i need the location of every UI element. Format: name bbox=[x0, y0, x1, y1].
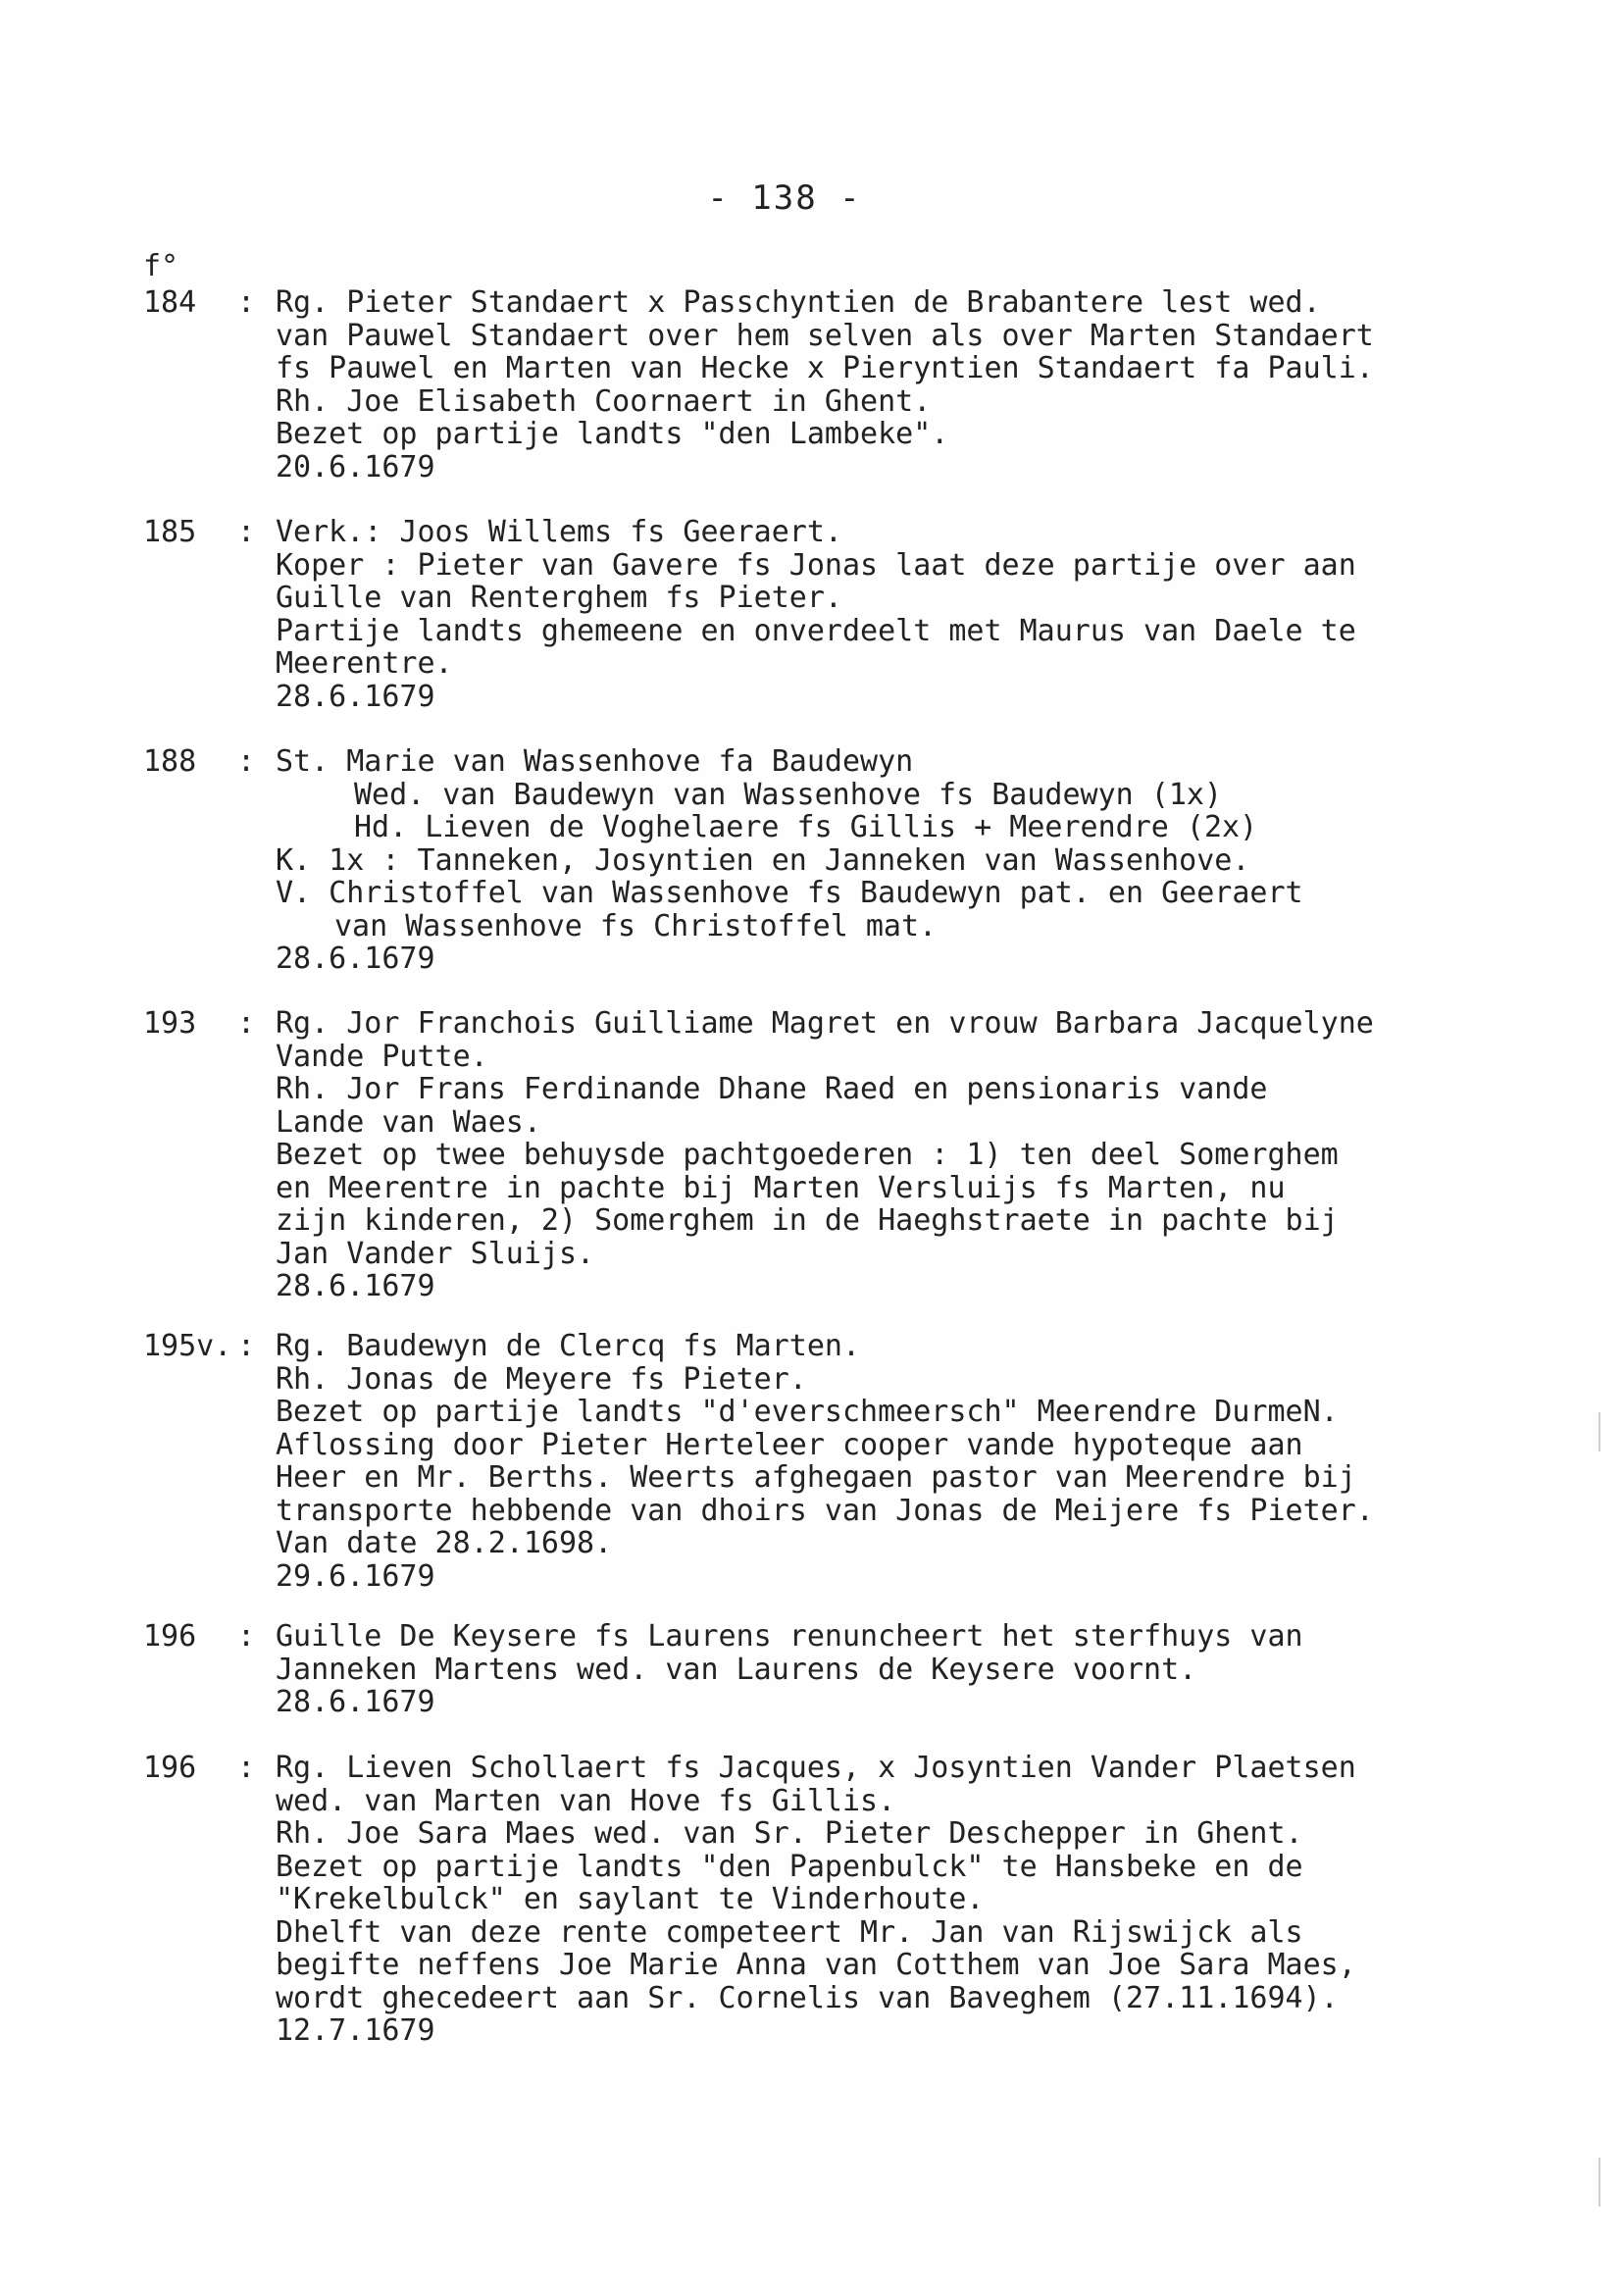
entry-line: Meerentre. bbox=[276, 646, 453, 681]
entry-line: begifte neffens Joe Marie Anna van Cotthem van Joe Sara Maes, bbox=[276, 1948, 1356, 1982]
entry-date: 28.6.1679 bbox=[276, 1269, 435, 1303]
folio-number: 185 bbox=[143, 515, 197, 549]
entry-line: Partije landts ghemeene en onverdeelt met Maurus van Daele te bbox=[276, 613, 1356, 648]
entry-date: 28.6.1679 bbox=[276, 679, 435, 714]
folio-separator: : bbox=[237, 1329, 256, 1363]
entry-line: Rg. Baudewyn de Clercq fs Marten. bbox=[276, 1329, 861, 1363]
entry-line: Rh. Jor Frans Ferdinande Dhane Raed en pensionaris vande bbox=[276, 1072, 1268, 1106]
entry-line: Heer en Mr. Berths. Weerts afghegaen pastor van Meerendre bij bbox=[276, 1460, 1356, 1495]
entry-line: Lande van Waes. bbox=[276, 1104, 541, 1140]
folio-separator: : bbox=[237, 1619, 256, 1654]
entry-line: Wed. van Baudewyn van Wassenhove fs Baudewyn (1x) bbox=[354, 777, 1223, 812]
entry-line: Bezet op partije landts "den Papenbulck" te Hansbeke en de bbox=[276, 1849, 1303, 1884]
folio-separator: : bbox=[237, 1751, 256, 1785]
entry-text bbox=[276, 1752, 1521, 2048]
entry-line: Hd. Lieven de Voghelaere fs Gillis + Meerendre (2x) bbox=[354, 810, 1258, 844]
entry-line: Dhelft van deze rente competeert Mr. Jan van Rijswijck als bbox=[276, 1914, 1303, 1950]
entry-line: fs Pauwel en Marten van Hecke x Pieryntien Standaert fa Pauli. bbox=[276, 351, 1374, 385]
folio-number: 188 bbox=[143, 744, 197, 779]
entry-line: Bezet op partije landts "den Lambeke". bbox=[276, 417, 949, 451]
entry-line: Bezet op twee behuysde pachtgoederen : 1) ten deel Somerghem bbox=[276, 1138, 1339, 1172]
entry-line: Rh. Joe Elisabeth Coornaert in Ghent. bbox=[276, 383, 932, 419]
entry-line: Guille De Keysere fs Laurens renuncheert het sterfhuys van bbox=[276, 1619, 1303, 1654]
folio-number: 193 bbox=[143, 1006, 197, 1041]
entry-date: 28.6.1679 bbox=[276, 942, 435, 976]
folio-number: 195v. bbox=[143, 1329, 232, 1363]
folio-number: 184 bbox=[143, 285, 197, 320]
entry-line: van Pauwel Standaert over hem selven als over Marten Standaert bbox=[276, 318, 1374, 353]
folio-column-label: f° bbox=[143, 249, 179, 283]
entry-text bbox=[276, 745, 1521, 976]
entry-text bbox=[276, 1330, 1521, 1593]
entry-date: 28.6.1679 bbox=[276, 1685, 435, 1719]
entry-text bbox=[276, 516, 1521, 713]
folio-separator: : bbox=[237, 744, 256, 779]
entry-text bbox=[276, 1620, 1521, 1719]
entry-date: 20.6.1679 bbox=[276, 449, 435, 484]
folio-number: 196 bbox=[143, 1619, 197, 1654]
entry-line: Aflossing door Pieter Herteleer cooper vande hypoteque aan bbox=[276, 1427, 1303, 1462]
entry-line: en Meerentre in pachte bij Marten Versluijs fs Marten, nu bbox=[276, 1170, 1286, 1205]
scan-margin-mark bbox=[1599, 1412, 1600, 1451]
folio-separator: : bbox=[237, 515, 256, 549]
folio-separator: : bbox=[237, 1006, 256, 1041]
entry-line: St. Marie van Wassenhove fa Baudewyn bbox=[276, 744, 914, 779]
entry-line: zijn kinderen, 2) Somerghem in de Haeghstraete in pachte bij bbox=[276, 1203, 1339, 1238]
entry-text bbox=[276, 286, 1521, 484]
entry-line: wed. van Marten van Hove fs Gillis. bbox=[276, 1783, 896, 1818]
entry-line: Janneken Martens wed. van Laurens de Keysere voornt. bbox=[276, 1652, 1197, 1687]
entry-line: Rh. Jonas de Meyere fs Pieter. bbox=[276, 1361, 807, 1397]
entry-line: Koper : Pieter van Gavere fs Jonas laat deze partije over aan bbox=[276, 547, 1356, 583]
entry-line: V. Christoffel van Wassenhove fs Baudewyn pat. en Geeraert bbox=[276, 876, 1303, 910]
entry-line: Jan Vander Sluijs. bbox=[276, 1236, 595, 1271]
entry-line: "Krekelbulck" en saylant te Vinderhoute. bbox=[276, 1882, 985, 1916]
entry-line: K. 1x : Tanneken, Josyntien en Janneken van Wassenhove. bbox=[276, 842, 1250, 878]
folio-separator: : bbox=[237, 285, 256, 320]
entry-line: Rh. Joe Sara Maes wed. van Sr. Pieter Deschepper in Ghent. bbox=[276, 1816, 1303, 1851]
entry-line: van Wassenhove fs Christoffel mat. bbox=[334, 908, 938, 943]
entry-line: Verk.: Joos Willems fs Geeraert. bbox=[276, 515, 842, 549]
entry-line: Bezet op partije landts "d'everschmeersch" Meerendre DurmeN. bbox=[276, 1395, 1339, 1429]
entry-line: transporte hebbende van dhoirs van Jonas de Meijere fs Pieter. bbox=[276, 1493, 1374, 1528]
entry-line: wordt ghecedeert aan Sr. Cornelis van Baveghem (27.11.1694). bbox=[276, 1980, 1339, 2015]
entry-date: 12.7.1679 bbox=[276, 2013, 435, 2048]
entry-line: Van date 28.2.1698. bbox=[276, 1526, 613, 1560]
entry-line: Vande Putte. bbox=[276, 1039, 488, 1074]
entry-line: Rg. Pieter Standaert x Passchyntien de Brabantere lest wed. bbox=[276, 285, 1321, 320]
scan-margin-mark bbox=[1599, 2158, 1600, 2207]
folio-number: 196 bbox=[143, 1751, 197, 1785]
entry-line: Rg. Lieven Schollaert fs Jacques, x Josyntien Vander Plaetsen bbox=[276, 1751, 1356, 1785]
entry-date: 29.6.1679 bbox=[276, 1558, 435, 1594]
entry-line: Guille van Renterghem fs Pieter. bbox=[276, 581, 842, 615]
entry-text bbox=[276, 1007, 1521, 1303]
page-number: - 138 - bbox=[707, 178, 862, 218]
entry-line: Rg. Jor Franchois Guilliame Magret en vrouw Barbara Jacquelyne bbox=[276, 1006, 1374, 1041]
